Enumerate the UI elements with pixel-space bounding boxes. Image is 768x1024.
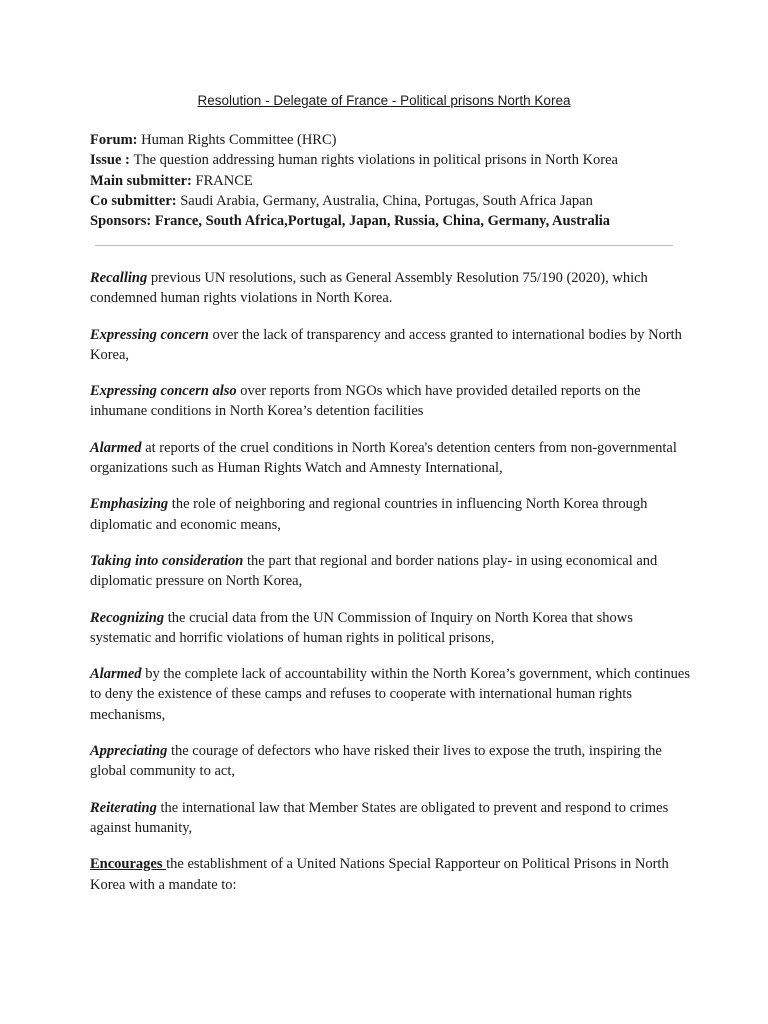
clause-text: the part that regional and border nations play- in using economical and diplomatic pressure on North Korea,: [90, 552, 658, 590]
issue-label: Issue :: [90, 152, 134, 169]
preambulatory-clause: [90, 551, 690, 592]
resolution-header: [90, 130, 690, 231]
co-submitter-value: Saudi Arabia, Germany, Australia, China, Portugas, South Africa Japan: [176, 192, 593, 209]
sponsors-line: Sponsors: France, South Africa,Portugal, Japan, Russia, China, Germany, Australia: [90, 213, 611, 230]
clause-lead: Emphasizing: [90, 496, 169, 513]
clause-text: the international law that Member States are obligated to prevent and respond to crimes against humanity,: [90, 799, 669, 836]
forum-value: Human Rights Committee (HRC): [137, 132, 337, 148]
clause-lead: Expressing concern: [90, 326, 209, 343]
operative-clause: [90, 854, 690, 895]
clause-lead: Recognizing: [90, 609, 165, 626]
clause-lead: Recalling: [90, 270, 148, 286]
clause-lead: Appreciating: [90, 743, 168, 760]
issue-value: The question addressing human rights violations in political prisons in North Korea: [133, 152, 618, 169]
clause-text: at reports of the cruel conditions in North Korea's detention centers from non-governmental organizations such as Human Rights Watch and Amnesty International,: [90, 439, 677, 477]
preambulatory-clause: [90, 268, 690, 309]
issue-line: [90, 150, 690, 170]
operative-text: the establishment of a United Nations Special Rapporteur on Political Prisons in North Korea with a mandate to:: [90, 856, 669, 893]
clause-lead: Expressing concern also: [90, 383, 237, 400]
clause-lead: Alarmed: [90, 666, 142, 683]
preambulatory-clause: [90, 608, 690, 649]
forum-label: Forum:: [90, 132, 138, 148]
clause-text: previous UN resolutions, such as General Assembly Resolution 75/190 (2020), which condemned human rights violations in North Korea.: [90, 270, 648, 307]
clause-lead: Reiterating: [90, 799, 157, 816]
clause-text: the role of neighboring and regional countries in influencing North Korea through diplomatic and economic means,: [90, 496, 648, 533]
resolution-clauses: [90, 268, 690, 911]
preambulatory-clause: [90, 381, 690, 422]
main-submitter-line: [90, 171, 690, 191]
clause-text: by the complete lack of accountability within the North Korea’s government, which continues to deny the existence of these camps and refuses to cooperate with international human rights mechanisms,: [90, 666, 690, 723]
document-title: Resolution - Delegate of France - Political prisons North Korea: [197, 93, 571, 108]
operative-lead: Encourages: [90, 856, 167, 873]
preambulatory-clause: [90, 325, 690, 366]
co-submitter-line: [90, 191, 690, 211]
co-submitter-label: Co submitter:: [90, 192, 177, 209]
preambulatory-clause: [90, 494, 690, 535]
clause-lead: Alarmed: [90, 439, 142, 456]
header-divider: [95, 245, 673, 246]
clause-lead: Taking into consideration: [90, 552, 244, 569]
preambulatory-clause: [90, 798, 690, 839]
clause-text: the crucial data from the UN Commission of Inquiry on North Korea that shows systematic and horrific violations of human rights in political prisons,: [90, 609, 633, 646]
clause-text: the courage of defectors who have risked their lives to expose the truth, inspiring the global community to act,: [90, 743, 662, 780]
main-submitter-label: Main submitter:: [90, 172, 192, 189]
preambulatory-clause: [90, 741, 690, 782]
preambulatory-clause: [90, 438, 690, 479]
forum-line: [90, 130, 690, 150]
clause-text: over reports from NGOs which have provided detailed reports on the inhumane conditions in North Korea’s detention facilities: [90, 383, 641, 420]
main-submitter-value: FRANCE: [191, 172, 253, 189]
preambulatory-clause: [90, 664, 690, 725]
clause-text: over the lack of transparency and access granted to international bodies by North Korea,: [90, 326, 682, 363]
